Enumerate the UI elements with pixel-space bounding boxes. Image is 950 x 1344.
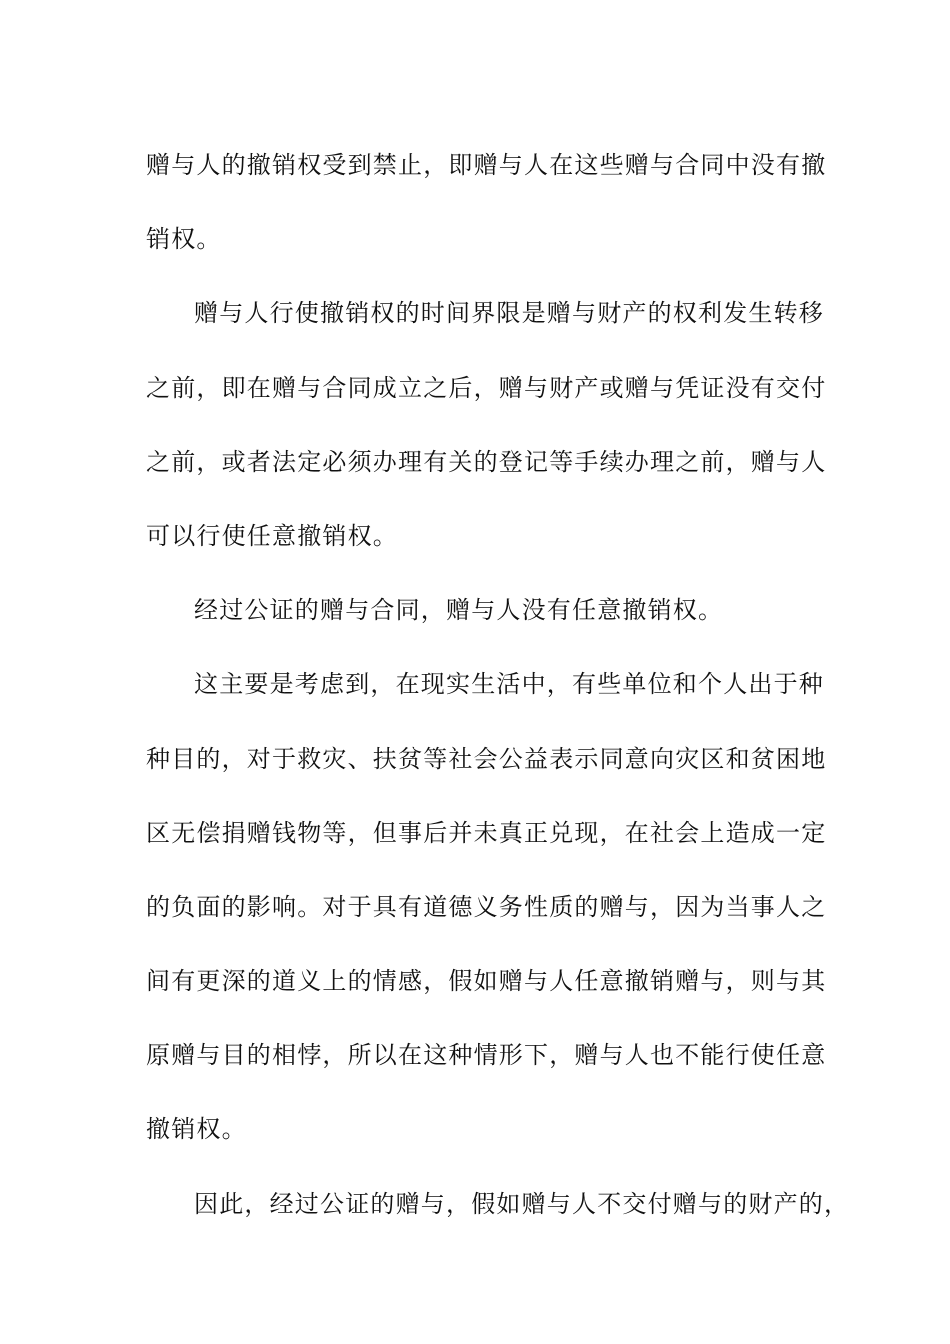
text-line: 因此，经过公证的赠与，假如赠与人不交付赠与的财产的， — [194, 1189, 850, 1218]
text-line: 赠与人的撤销权受到禁止，即赠与人在这些赠与合同中没有撤 — [146, 151, 827, 179]
text-line: 区无偿捐赠钱物等，但事后并未真正兑现，在社会上造成一定 — [146, 818, 827, 847]
text-line: 之前，或者法定必须办理有关的登记等手续办理之前，赠与人 — [146, 447, 827, 476]
text-line: 赠与人行使撤销权的时间界限是赠与财产的权利发生转移 — [194, 299, 824, 328]
text-line: 可以行使任意撤销权。 — [146, 521, 398, 550]
document-body — [146, 128, 850, 1241]
text-line: 间有更深的道义上的情感，假如赠与人任意撤销赠与，则与其 — [146, 967, 827, 996]
text-line: 原赠与目的相悖，所以在这种情形下，赠与人也不能行使任意 — [146, 1041, 827, 1070]
text-line: 这主要是考虑到，在现实生活中，有些单位和个人出于种 — [194, 670, 824, 699]
text-line: 之前，即在赠与合同成立之后，赠与财产或赠与凭证没有交付 — [146, 373, 827, 402]
paragraph-notarized — [146, 573, 826, 647]
paragraph-time-limit — [146, 276, 826, 573]
text-line: 经过公证的赠与合同，赠与人没有任意撤销权。 — [194, 596, 724, 625]
text-line: 种目的，对于救灾、扶贫等社会公益表示同意向灾区和贫困地 — [146, 744, 827, 773]
paragraph-continuation — [146, 128, 826, 276]
paragraph-therefore — [146, 1167, 850, 1241]
text-line: 的负面的影响。对于具有道德义务性质的赠与，因为当事人之 — [146, 892, 827, 921]
paragraph-reason — [146, 647, 826, 1166]
text-line: 撤销权。 — [146, 1115, 247, 1144]
text-line: 销权。 — [146, 225, 222, 254]
